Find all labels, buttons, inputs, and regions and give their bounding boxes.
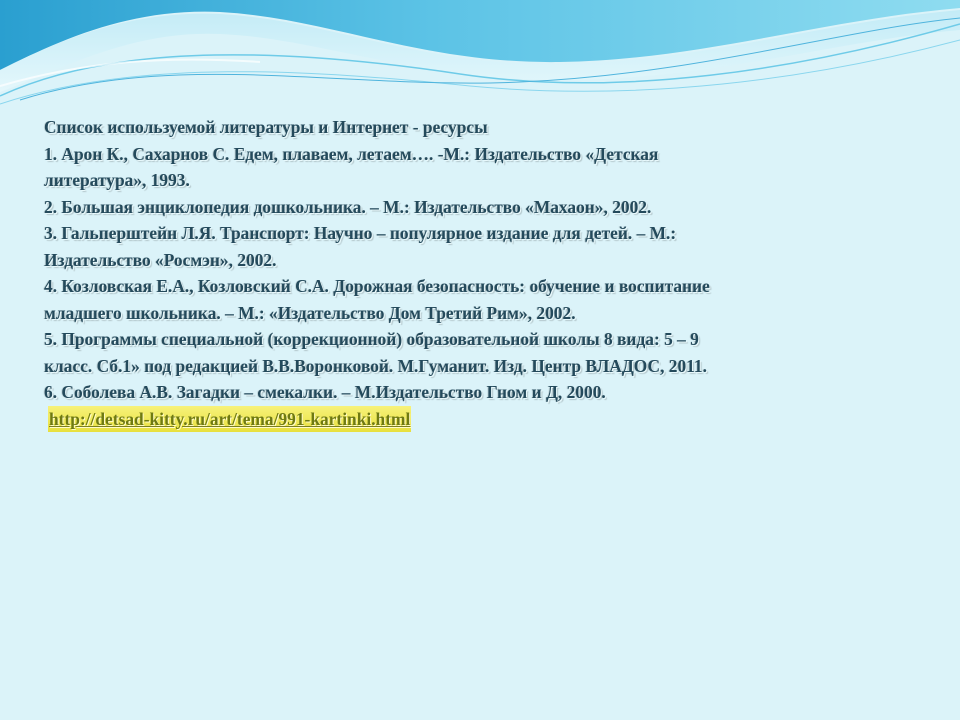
reference-line: младшего школьника. – М.: «Издательство Дом Третий Рим», 2002. — [44, 302, 576, 323]
reference-line: 6. Соболева А.В. Загадки – смекалки. – М.Издательство Гном и Д, 2000. — [44, 382, 606, 402]
reference-line: литература», 1993. — [44, 170, 190, 190]
reference-line: 2. Большая энциклопедия дошкольника. – М.: Издательство «Махаон», 2002. — [44, 196, 652, 217]
reference-line: класс. Сб.1» под редакцией В.В.Воронковой. М.Гуманит. Изд. Центр ВЛАДОС, 2011. — [44, 355, 707, 376]
bibliography-text-block — [44, 114, 894, 432]
internet-resource-link[interactable]: http://detsad-kitty.ru/art/tema/991-kartinki.html — [48, 406, 411, 433]
reference-line: 5. Программы специальной (коррекционной) образовательной школы 8 вида: 5 – 9 — [44, 329, 699, 349]
reference-line: 1. Арон К., Сахарнов С. Едем, плаваем, летаем…. -М.: Издательство «Детская — [44, 143, 659, 164]
reference-line: Издательство «Росмэн», 2002. — [44, 249, 277, 270]
reference-line: 4. Козловская Е.А., Козловский С.А. Дорожная безопасность: обучение и воспитание — [44, 276, 710, 296]
reference-line: 3. Гальперштейн Л.Я. Транспорт: Научно – популярное издание для детей. – М.: — [44, 223, 677, 243]
bibliography-title: Список используемой литературы и Интернет - ресурсы — [44, 117, 488, 137]
